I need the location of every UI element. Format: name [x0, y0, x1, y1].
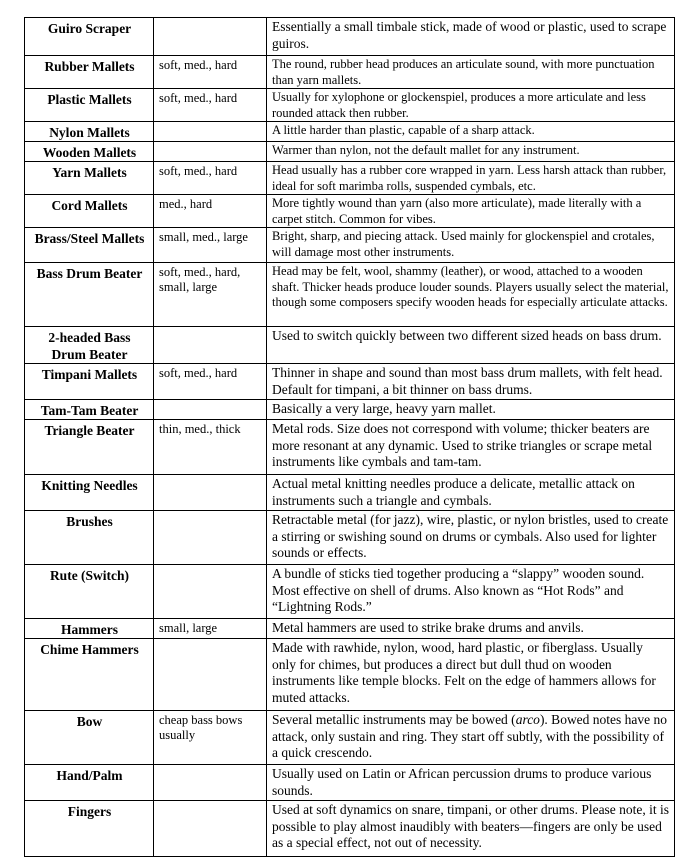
implement-name-cell: Rute (Switch) — [25, 565, 154, 619]
description-cell: Used at soft dynamics on snare, timpani, or other drums. Please note, it is possible to play almost inaudibly with beaters—fingers are only be used as a special effect, not out of necessity. — [267, 801, 675, 857]
table-row — [25, 420, 675, 475]
table-row — [25, 711, 675, 765]
implement-name-cell: Fingers — [25, 801, 154, 857]
description-cell: Usually for xylophone or glockenspiel, produces a more articulate and less rounded attack then rubber. — [267, 89, 675, 122]
table-row — [25, 619, 675, 639]
table-row — [25, 639, 675, 711]
implement-name-cell: Bass Drum Beater — [25, 263, 154, 327]
table-row — [25, 56, 675, 89]
available-sizes-cell: soft, med., hard — [154, 56, 267, 89]
description-cell: More tightly wound than yarn (also more articulate), made literally with a carpet stitch. Common for vibes. — [267, 195, 675, 228]
description-cell: Actual metal knitting needles produce a delicate, metallic attack on instruments such a triangle and cymbals. — [267, 475, 675, 511]
description-cell: Metal rods. Size does not correspond with volume; thicker beaters are more resonant at any dynamic. Used to strike triangles or scrape metal instruments like cymbals and tam-tam. — [267, 420, 675, 475]
implement-name-cell: Chime Hammers — [25, 639, 154, 711]
available-sizes-cell — [154, 639, 267, 711]
implement-name-cell: Hammers — [25, 619, 154, 639]
implement-name-cell: Triangle Beater — [25, 420, 154, 475]
table-row — [25, 18, 675, 56]
table-row — [25, 400, 675, 420]
table-row — [25, 475, 675, 511]
table-row — [25, 801, 675, 857]
available-sizes-cell — [154, 142, 267, 162]
table-row — [25, 122, 675, 142]
table-body — [25, 18, 675, 857]
description-cell: A bundle of sticks tied together producing a “slappy” wooden sound. Most effective on shell of drums. Also known as “Hot Rods” and “Lightning Rods.” — [267, 565, 675, 619]
description-cell: Bright, sharp, and piecing attack. Used mainly for glockenspiel and crotales, will damage most other instruments. — [267, 228, 675, 263]
table-row — [25, 364, 675, 400]
implement-name-cell: Brushes — [25, 511, 154, 565]
available-sizes-cell — [154, 765, 267, 801]
description-cell: Warmer than nylon, not the default mallet for any instrument. — [267, 142, 675, 162]
table-row — [25, 765, 675, 801]
available-sizes-cell — [154, 511, 267, 565]
implement-name-cell: Cord Mallets — [25, 195, 154, 228]
mallet-reference-table — [24, 17, 675, 857]
implement-name-cell: Wooden Mallets — [25, 142, 154, 162]
table-row — [25, 263, 675, 327]
implement-name-cell: Plastic Mallets — [25, 89, 154, 122]
available-sizes-cell: small, large — [154, 619, 267, 639]
implement-name-cell: Timpani Mallets — [25, 364, 154, 400]
available-sizes-cell: thin, med., thick — [154, 420, 267, 475]
implement-name-cell: Nylon Mallets — [25, 122, 154, 142]
table-row — [25, 511, 675, 565]
description-cell: Retractable metal (for jazz), wire, plastic, or nylon bristles, used to create a stirring or swishing sound on drums or cymbals. Also used for lighter sounds or effects. — [267, 511, 675, 565]
description-cell: Essentially a small timbale stick, made of wood or plastic, used to scrape guiros. — [267, 18, 675, 56]
description-cell: Head may be felt, wool, shammy (leather), or wood, attached to a wooden shaft. Thicker heads produce louder sounds. Players usually select the material, though some composers specify wooden heads for especially articulate attacks. — [267, 263, 675, 327]
implement-name-cell: Tam-Tam Beater — [25, 400, 154, 420]
available-sizes-cell: soft, med., hard — [154, 89, 267, 122]
implement-name-cell: Rubber Mallets — [25, 56, 154, 89]
description-cell: The round, rubber head produces an articulate sound, with more punctuation than yarn mallets. — [267, 56, 675, 89]
description-cell: Used to switch quickly between two different sized heads on bass drum. — [267, 327, 675, 364]
italic-term: arco — [515, 712, 540, 727]
available-sizes-cell — [154, 801, 267, 857]
implement-name-cell: Hand/Palm — [25, 765, 154, 801]
available-sizes-cell — [154, 327, 267, 364]
implement-name-cell: Yarn Mallets — [25, 162, 154, 195]
implement-name-cell: Guiro Scraper — [25, 18, 154, 56]
description-cell: Usually used on Latin or African percussion drums to produce various sounds. — [267, 765, 675, 801]
table-row — [25, 327, 675, 364]
table-row — [25, 162, 675, 195]
table-row — [25, 228, 675, 263]
available-sizes-cell — [154, 565, 267, 619]
implement-name-cell: 2-headed Bass Drum Beater — [25, 327, 154, 364]
description-cell: Head usually has a rubber core wrapped in yarn. Less harsh attack than rubber, ideal for soft marimba rolls, suspended cymbals, etc. — [267, 162, 675, 195]
available-sizes-cell — [154, 400, 267, 420]
table-row — [25, 565, 675, 619]
available-sizes-cell: soft, med., hard — [154, 162, 267, 195]
available-sizes-cell: soft, med., hard, small, large — [154, 263, 267, 327]
description-cell: Several metallic instruments may be bowed (arco). Bowed notes have no attack, only sustain and ring. They start off subtly, with the possibility of a quick crescendo. — [267, 711, 675, 765]
implement-name-cell: Brass/Steel Mallets — [25, 228, 154, 263]
table-row — [25, 142, 675, 162]
available-sizes-cell: soft, med., hard — [154, 364, 267, 400]
description-cell: A little harder than plastic, capable of a sharp attack. — [267, 122, 675, 142]
available-sizes-cell — [154, 18, 267, 56]
implement-name-cell: Bow — [25, 711, 154, 765]
available-sizes-cell: med., hard — [154, 195, 267, 228]
description-cell: Made with rawhide, nylon, wood, hard plastic, or fiberglass. Usually only for chimes, but produces a direct but dull thud on wooden instruments like temple blocks. Felt on the edge of hammers allows for muted attacks. — [267, 639, 675, 711]
available-sizes-cell — [154, 475, 267, 511]
available-sizes-cell: small, med., large — [154, 228, 267, 263]
table-row — [25, 89, 675, 122]
description-cell: Thinner in shape and sound than most bass drum mallets, with felt head. Default for timpani, a bit thinner on bass drums. — [267, 364, 675, 400]
table-row — [25, 195, 675, 228]
description-cell: Metal hammers are used to strike brake drums and anvils. — [267, 619, 675, 639]
implement-name-cell: Knitting Needles — [25, 475, 154, 511]
available-sizes-cell: cheap bass bows usually — [154, 711, 267, 765]
description-cell: Basically a very large, heavy yarn mallet. — [267, 400, 675, 420]
available-sizes-cell — [154, 122, 267, 142]
